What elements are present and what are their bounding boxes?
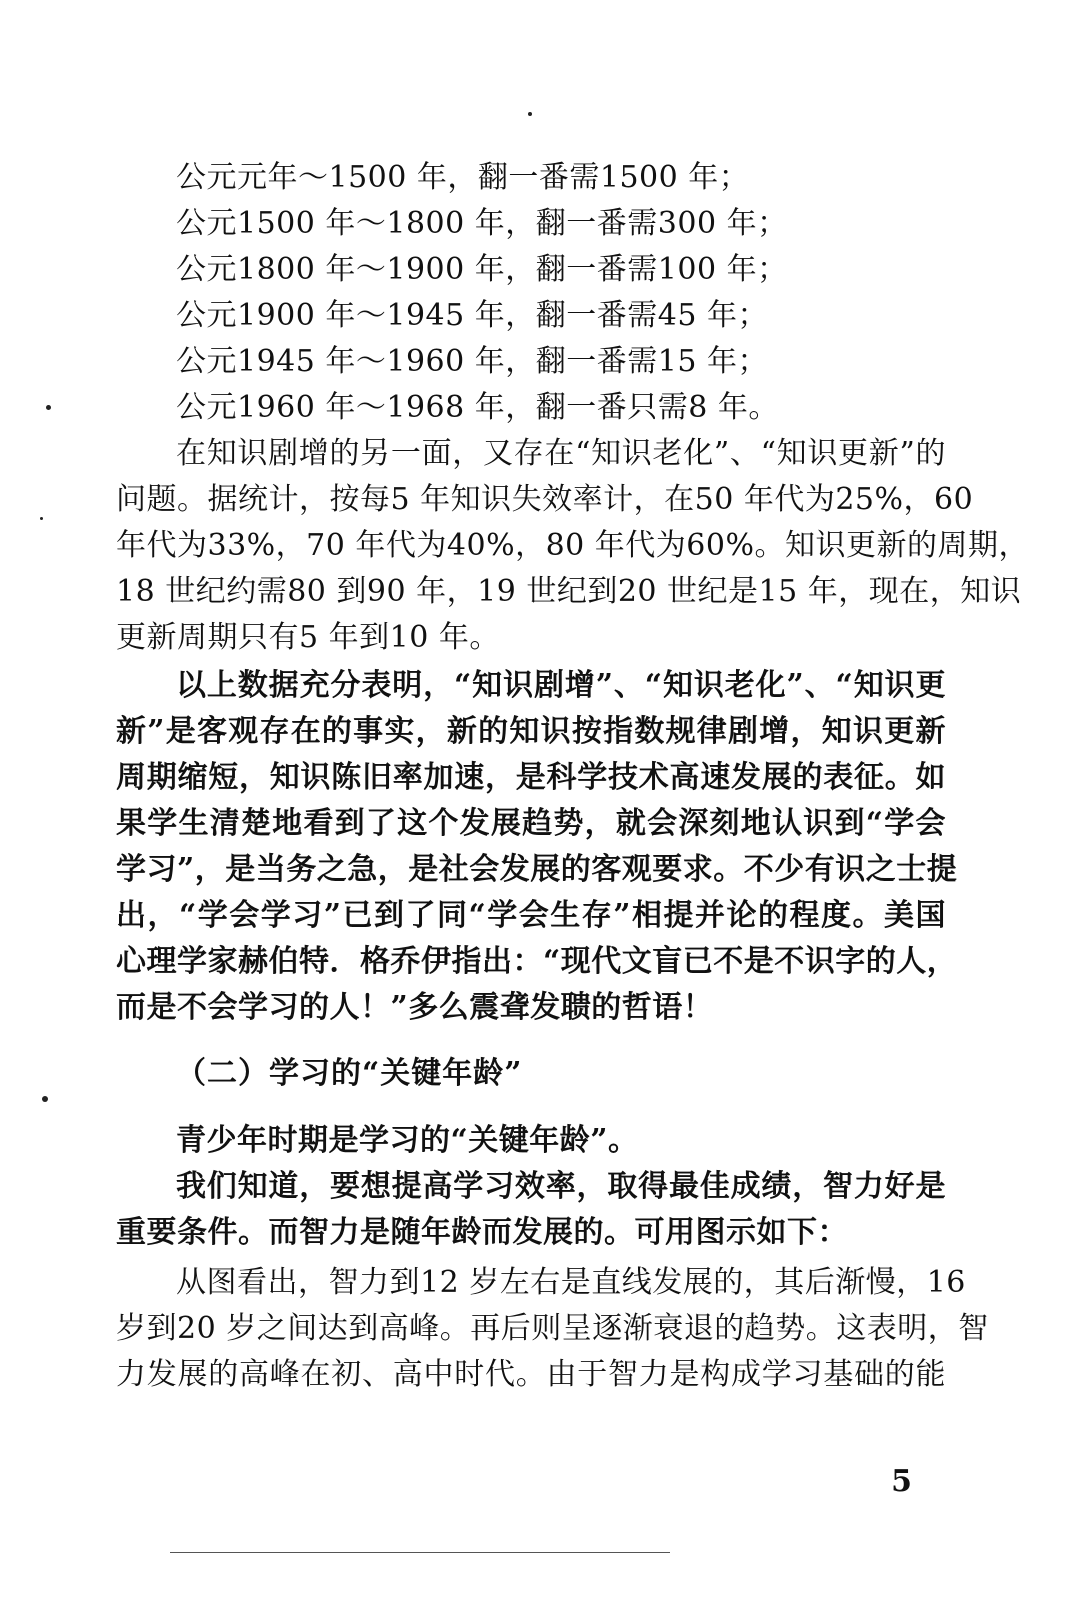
paragraph-line: 周期缩短，知识陈旧率加速，是科学技术高速发展的表征。如 bbox=[116, 760, 946, 795]
paragraph-line: 重要条件。而智力是随年龄而发展的。可用图示如下： bbox=[116, 1215, 848, 1250]
list-item: 公元1900 年～1945 年，翻一番需45 年； bbox=[176, 298, 768, 333]
paragraph-line: 18 世纪约需80 到90 年，19 世纪到20 世纪是15 年，现在，知识 bbox=[116, 574, 1022, 609]
section-heading: （二）学习的“关键年龄” bbox=[176, 1056, 523, 1091]
paragraph-key-age: 青少年时期是学习的“关键年龄”。 bbox=[176, 1123, 639, 1158]
paragraph-line: 在知识剧增的另一面，又存在“知识老化”、“知识更新”的 bbox=[176, 436, 946, 471]
list-item: 公元1960 年～1968 年，翻一番只需8 年。 bbox=[176, 390, 779, 425]
scan-speck bbox=[46, 405, 51, 410]
paragraph-line: 心理学家赫伯特．格乔伊指出：“现代文盲已不是不识字的人， bbox=[116, 944, 958, 979]
scan-bottom-edge bbox=[170, 1552, 670, 1553]
paragraph-line: 岁到20 岁之间达到高峰。再后则呈逐渐衰退的趋势。这表明，智 bbox=[116, 1311, 989, 1346]
paragraph-line: 力发展的高峰在初、高中时代。由于智力是构成学习基础的能 bbox=[116, 1357, 946, 1392]
paragraph-line: 出，“学会学习”已到了同“学会生存”相提并论的程度。美国 bbox=[116, 898, 946, 933]
paragraph-line: 问题。据统计，按每5 年知识失效率计，在50 年代为25%，60 bbox=[116, 482, 974, 517]
page-number: 5 bbox=[891, 1464, 912, 1499]
list-item: 公元1800 年～1900 年，翻一番需100 年； bbox=[176, 252, 788, 287]
paragraph-line: 新”是客观存在的事实，新的知识按指数规律剧增，知识更新 bbox=[116, 714, 946, 749]
paragraph-line: 年代为33%，70 年代为40%，80 年代为60%。知识更新的周期， bbox=[116, 528, 1029, 563]
paragraph-line: 果学生清楚地看到了这个发展趋势，就会深刻地认识到“学会 bbox=[116, 806, 946, 841]
paragraph-line: 我们知道，要想提高学习效率，取得最佳成绩，智力好是 bbox=[176, 1169, 946, 1204]
list-item: 公元1945 年～1960 年，翻一番需15 年； bbox=[176, 344, 768, 379]
paragraph-line: 学习”，是当务之急，是社会发展的客观要求。不少有识之士提 bbox=[116, 852, 958, 887]
list-item: 公元元年～1500 年，翻一番需1500 年； bbox=[176, 160, 750, 195]
paragraph-line: 以上数据充分表明，“知识剧增”、“知识老化”、“知识更 bbox=[176, 668, 946, 703]
scan-speck bbox=[42, 1096, 48, 1102]
paragraph-line: 从图看出，智力到12 岁左右是直线发展的，其后渐慢，16 bbox=[176, 1265, 966, 1300]
paragraph-line: 更新周期只有5 年到10 年。 bbox=[116, 620, 500, 655]
scan-speck bbox=[40, 517, 43, 520]
list-item: 公元1500 年～1800 年，翻一番需300 年； bbox=[176, 206, 788, 241]
paragraph-line: 而是不会学习的人！”多么震聋发聩的哲语！ bbox=[116, 990, 714, 1025]
scan-speck bbox=[528, 112, 532, 116]
